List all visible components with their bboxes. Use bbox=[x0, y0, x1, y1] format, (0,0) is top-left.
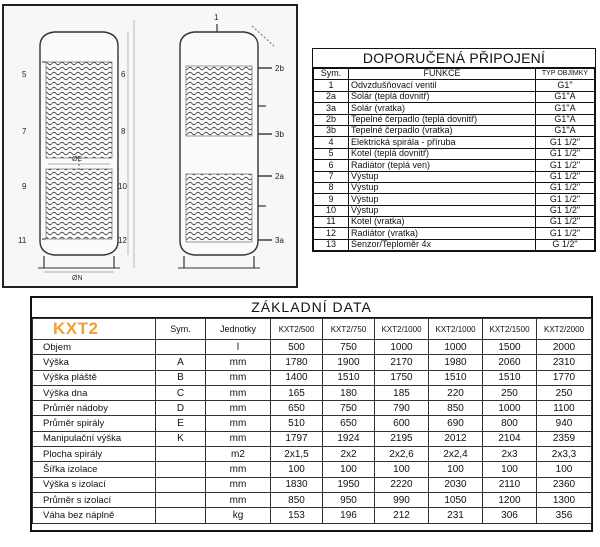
row-value: 2359 bbox=[537, 431, 592, 446]
row-value: 100 bbox=[483, 462, 537, 477]
connections-header-row bbox=[314, 69, 595, 80]
connection-type: G1"A bbox=[536, 125, 595, 136]
connection-type: G1 1/2" bbox=[536, 182, 595, 193]
row-value: 2030 bbox=[429, 477, 483, 492]
left-tank bbox=[38, 20, 134, 272]
connection-row bbox=[314, 194, 595, 205]
connection-type: G1 1/2" bbox=[536, 205, 595, 216]
row-value: 100 bbox=[537, 462, 592, 477]
connection-function: Výstup bbox=[349, 182, 536, 193]
row-value: 196 bbox=[323, 508, 375, 523]
row-value: 1510 bbox=[429, 370, 483, 385]
row-label: Průměr nádoby bbox=[33, 401, 156, 416]
model-header: KXT2/750 bbox=[323, 319, 375, 340]
label-2a: 2a bbox=[275, 172, 284, 181]
connection-row bbox=[314, 91, 595, 102]
connection-function: Tepelné čerpadlo (teplá dovnitř) bbox=[349, 114, 536, 125]
label-3b: 3b bbox=[275, 130, 284, 139]
connection-sym: 1 bbox=[314, 80, 349, 91]
connection-function: Senzor/Teploměr 4x bbox=[349, 239, 536, 250]
label-5: 5 bbox=[22, 70, 27, 79]
connection-row bbox=[314, 114, 595, 125]
data-row bbox=[33, 370, 592, 385]
row-value: 1000 bbox=[375, 340, 429, 355]
label-6: 6 bbox=[121, 70, 126, 79]
row-value: 650 bbox=[271, 401, 323, 416]
row-unit: mm bbox=[206, 416, 271, 431]
row-label: Výška dna bbox=[33, 385, 156, 400]
row-unit: mm bbox=[206, 431, 271, 446]
row-value: 1050 bbox=[429, 492, 483, 507]
row-value: 356 bbox=[537, 508, 592, 523]
connection-row bbox=[314, 137, 595, 148]
row-unit: mm bbox=[206, 492, 271, 507]
label-11: 11 bbox=[18, 236, 27, 245]
row-value: 2x2 bbox=[323, 447, 375, 462]
label-10: 10 bbox=[118, 182, 127, 191]
connection-type: G1 1/2" bbox=[536, 217, 595, 228]
connection-row bbox=[314, 80, 595, 91]
data-title: ZÁKLADNÍ DATA bbox=[32, 298, 591, 318]
connection-sym: 7 bbox=[314, 171, 349, 182]
row-sym: E bbox=[156, 416, 206, 431]
row-value: 600 bbox=[375, 416, 429, 431]
connection-function: Radiátor (vratka) bbox=[349, 228, 536, 239]
col-unit-header: Jednotky bbox=[206, 319, 271, 340]
row-sym: B bbox=[156, 370, 206, 385]
row-value: 2195 bbox=[375, 431, 429, 446]
connection-function: Kotel (teplá dovnitř) bbox=[349, 148, 536, 159]
row-value: 2012 bbox=[429, 431, 483, 446]
row-sym bbox=[156, 508, 206, 523]
row-unit: mm bbox=[206, 477, 271, 492]
col-sym: Sym. bbox=[314, 69, 349, 80]
model-header: KXT2/500 bbox=[271, 319, 323, 340]
connection-sym: 9 bbox=[314, 194, 349, 205]
row-unit: mm bbox=[206, 385, 271, 400]
label-1: 1 bbox=[214, 13, 219, 22]
row-value: 2060 bbox=[483, 355, 537, 370]
row-value: 1200 bbox=[483, 492, 537, 507]
row-value: 850 bbox=[271, 492, 323, 507]
row-value: 2104 bbox=[483, 431, 537, 446]
connection-type: G1 1/2" bbox=[536, 160, 595, 171]
row-unit: l bbox=[206, 340, 271, 355]
row-value: 1300 bbox=[537, 492, 592, 507]
connections-title: DOPORUČENÁ PŘIPOJENÍ bbox=[313, 49, 595, 68]
connection-sym: 11 bbox=[314, 217, 349, 228]
connection-sym: 8 bbox=[314, 182, 349, 193]
row-value: 1830 bbox=[271, 477, 323, 492]
connection-sym: 2a bbox=[314, 91, 349, 102]
connection-function: Solár (vratka) bbox=[349, 103, 536, 114]
tank-drawing bbox=[2, 4, 298, 288]
row-unit: mm bbox=[206, 355, 271, 370]
row-label: Průměr spirály bbox=[33, 416, 156, 431]
row-value: 2360 bbox=[537, 477, 592, 492]
basic-data-table bbox=[30, 296, 593, 532]
row-value: 2170 bbox=[375, 355, 429, 370]
row-unit: mm bbox=[206, 401, 271, 416]
connection-type: G 1/2" bbox=[536, 239, 595, 250]
model-header: KXT2/1500 bbox=[483, 319, 537, 340]
connection-sym: 5 bbox=[314, 148, 349, 159]
row-value: 500 bbox=[271, 340, 323, 355]
row-sym: C bbox=[156, 385, 206, 400]
data-row bbox=[33, 431, 592, 446]
label-3a: 3a bbox=[275, 236, 284, 245]
row-value: 100 bbox=[375, 462, 429, 477]
row-value: 231 bbox=[429, 508, 483, 523]
row-value: 510 bbox=[271, 416, 323, 431]
row-value: 1000 bbox=[483, 401, 537, 416]
row-label: Manipulační výška bbox=[33, 431, 156, 446]
row-sym bbox=[156, 462, 206, 477]
connection-function: Výstup bbox=[349, 171, 536, 182]
data-row bbox=[33, 340, 592, 355]
row-value: 1750 bbox=[375, 370, 429, 385]
connection-row bbox=[314, 171, 595, 182]
row-label: Šířka izolace bbox=[33, 462, 156, 477]
label-7: 7 bbox=[22, 127, 27, 136]
row-value: 2x2,6 bbox=[375, 447, 429, 462]
row-value: 1770 bbox=[537, 370, 592, 385]
connection-type: G1 1/2" bbox=[536, 194, 595, 205]
row-value: 1510 bbox=[323, 370, 375, 385]
row-value: 1900 bbox=[323, 355, 375, 370]
row-value: 1500 bbox=[483, 340, 537, 355]
data-row bbox=[33, 508, 592, 523]
dim-label-n: ØN bbox=[72, 275, 83, 282]
row-value: 165 bbox=[271, 385, 323, 400]
connection-type: G1" bbox=[536, 80, 595, 91]
data-row bbox=[33, 355, 592, 370]
row-sym: A bbox=[156, 355, 206, 370]
connection-row bbox=[314, 182, 595, 193]
row-value: 650 bbox=[323, 416, 375, 431]
connection-sym: 10 bbox=[314, 205, 349, 216]
connection-row bbox=[314, 148, 595, 159]
row-sym bbox=[156, 340, 206, 355]
data-row bbox=[33, 447, 592, 462]
tank-diagram bbox=[4, 6, 296, 286]
right-tank bbox=[178, 24, 274, 268]
data-row bbox=[33, 477, 592, 492]
row-value: 250 bbox=[483, 385, 537, 400]
col-sym-header: Sym. bbox=[156, 319, 206, 340]
data-row bbox=[33, 385, 592, 400]
connection-type: G1"A bbox=[536, 103, 595, 114]
connection-function: Elektrická spirála - příruba bbox=[349, 137, 536, 148]
dim-label-e: ØE bbox=[72, 156, 83, 163]
connection-type: G1"A bbox=[536, 114, 595, 125]
row-value: 1100 bbox=[537, 401, 592, 416]
row-value: 2110 bbox=[483, 477, 537, 492]
row-value: 220 bbox=[429, 385, 483, 400]
row-value: 2x2,4 bbox=[429, 447, 483, 462]
row-label: Průměr s izolací bbox=[33, 492, 156, 507]
connection-sym: 12 bbox=[314, 228, 349, 239]
row-value: 2000 bbox=[537, 340, 592, 355]
row-value: 1950 bbox=[323, 477, 375, 492]
row-value: 2x3 bbox=[483, 447, 537, 462]
row-value: 1000 bbox=[429, 340, 483, 355]
connection-function: Tepelné čerpadlo (vratka) bbox=[349, 125, 536, 136]
model-header: KXT2/1000 bbox=[429, 319, 483, 340]
connection-sym: 4 bbox=[314, 137, 349, 148]
row-value: 2310 bbox=[537, 355, 592, 370]
connection-sym: 13 bbox=[314, 239, 349, 250]
connection-row bbox=[314, 103, 595, 114]
row-label: Výška bbox=[33, 355, 156, 370]
row-unit: kg bbox=[206, 508, 271, 523]
row-value: 306 bbox=[483, 508, 537, 523]
row-sym bbox=[156, 492, 206, 507]
connection-row bbox=[314, 160, 595, 171]
data-row bbox=[33, 416, 592, 431]
connection-function: Výstup bbox=[349, 194, 536, 205]
row-unit: mm bbox=[206, 370, 271, 385]
data-row bbox=[33, 401, 592, 416]
row-value: 2x3,3 bbox=[537, 447, 592, 462]
connections-table bbox=[312, 48, 596, 252]
row-unit: mm bbox=[206, 462, 271, 477]
connection-type: G1"A bbox=[536, 91, 595, 102]
label-12: 12 bbox=[118, 236, 127, 245]
row-value: 1980 bbox=[429, 355, 483, 370]
row-value: 185 bbox=[375, 385, 429, 400]
label-9: 9 bbox=[22, 182, 27, 191]
connection-type: G1 1/2" bbox=[536, 137, 595, 148]
row-label: Objem bbox=[33, 340, 156, 355]
row-label: Plocha spirály bbox=[33, 447, 156, 462]
brand-label: KXT2 bbox=[33, 319, 156, 340]
row-value: 990 bbox=[375, 492, 429, 507]
connection-type: G1 1/2" bbox=[536, 228, 595, 239]
row-value: 850 bbox=[429, 401, 483, 416]
connection-function: Výstup bbox=[349, 205, 536, 216]
col-function: FUNKCE bbox=[349, 69, 536, 80]
row-value: 1510 bbox=[483, 370, 537, 385]
connection-row bbox=[314, 125, 595, 136]
row-value: 212 bbox=[375, 508, 429, 523]
row-value: 690 bbox=[429, 416, 483, 431]
row-value: 2220 bbox=[375, 477, 429, 492]
connection-sym: 6 bbox=[314, 160, 349, 171]
row-value: 153 bbox=[271, 508, 323, 523]
row-value: 1924 bbox=[323, 431, 375, 446]
row-value: 1400 bbox=[271, 370, 323, 385]
connection-function: Solár (teplá dovnitř) bbox=[349, 91, 536, 102]
row-value: 2x1,5 bbox=[271, 447, 323, 462]
label-2b: 2b bbox=[275, 64, 284, 73]
row-value: 940 bbox=[537, 416, 592, 431]
row-value: 800 bbox=[483, 416, 537, 431]
row-value: 1780 bbox=[271, 355, 323, 370]
connection-sym: 3a bbox=[314, 103, 349, 114]
row-value: 250 bbox=[537, 385, 592, 400]
connection-sym: 3b bbox=[314, 125, 349, 136]
connection-row bbox=[314, 205, 595, 216]
connection-type: G1 1/2" bbox=[536, 148, 595, 159]
row-label: Váha bez náplně bbox=[33, 508, 156, 523]
row-value: 750 bbox=[323, 340, 375, 355]
row-sym bbox=[156, 477, 206, 492]
row-value: 950 bbox=[323, 492, 375, 507]
row-value: 100 bbox=[323, 462, 375, 477]
row-value: 100 bbox=[429, 462, 483, 477]
model-header: KXT2/1000 bbox=[375, 319, 429, 340]
row-value: 790 bbox=[375, 401, 429, 416]
connection-type: G1 1/2" bbox=[536, 171, 595, 182]
connection-row bbox=[314, 217, 595, 228]
data-row bbox=[33, 492, 592, 507]
row-sym: D bbox=[156, 401, 206, 416]
col-type: TYP OBJÍMKY bbox=[536, 69, 595, 80]
connection-function: Kotel (vratka) bbox=[349, 217, 536, 228]
row-value: 180 bbox=[323, 385, 375, 400]
row-label: Výška s izolací bbox=[33, 477, 156, 492]
row-sym bbox=[156, 447, 206, 462]
row-label: Výška pláště bbox=[33, 370, 156, 385]
row-value: 100 bbox=[271, 462, 323, 477]
connection-row bbox=[314, 239, 595, 250]
connection-function: Radiátor (teplá ven) bbox=[349, 160, 536, 171]
row-value: 750 bbox=[323, 401, 375, 416]
data-header-row bbox=[33, 319, 592, 340]
row-unit: m2 bbox=[206, 447, 271, 462]
connection-sym: 2b bbox=[314, 114, 349, 125]
data-row bbox=[33, 462, 592, 477]
connection-function: Odvzdušňovací ventil bbox=[349, 80, 536, 91]
label-8: 8 bbox=[121, 127, 126, 136]
row-value: 1797 bbox=[271, 431, 323, 446]
model-header: KXT2/2000 bbox=[537, 319, 592, 340]
connection-row bbox=[314, 228, 595, 239]
row-sym: K bbox=[156, 431, 206, 446]
